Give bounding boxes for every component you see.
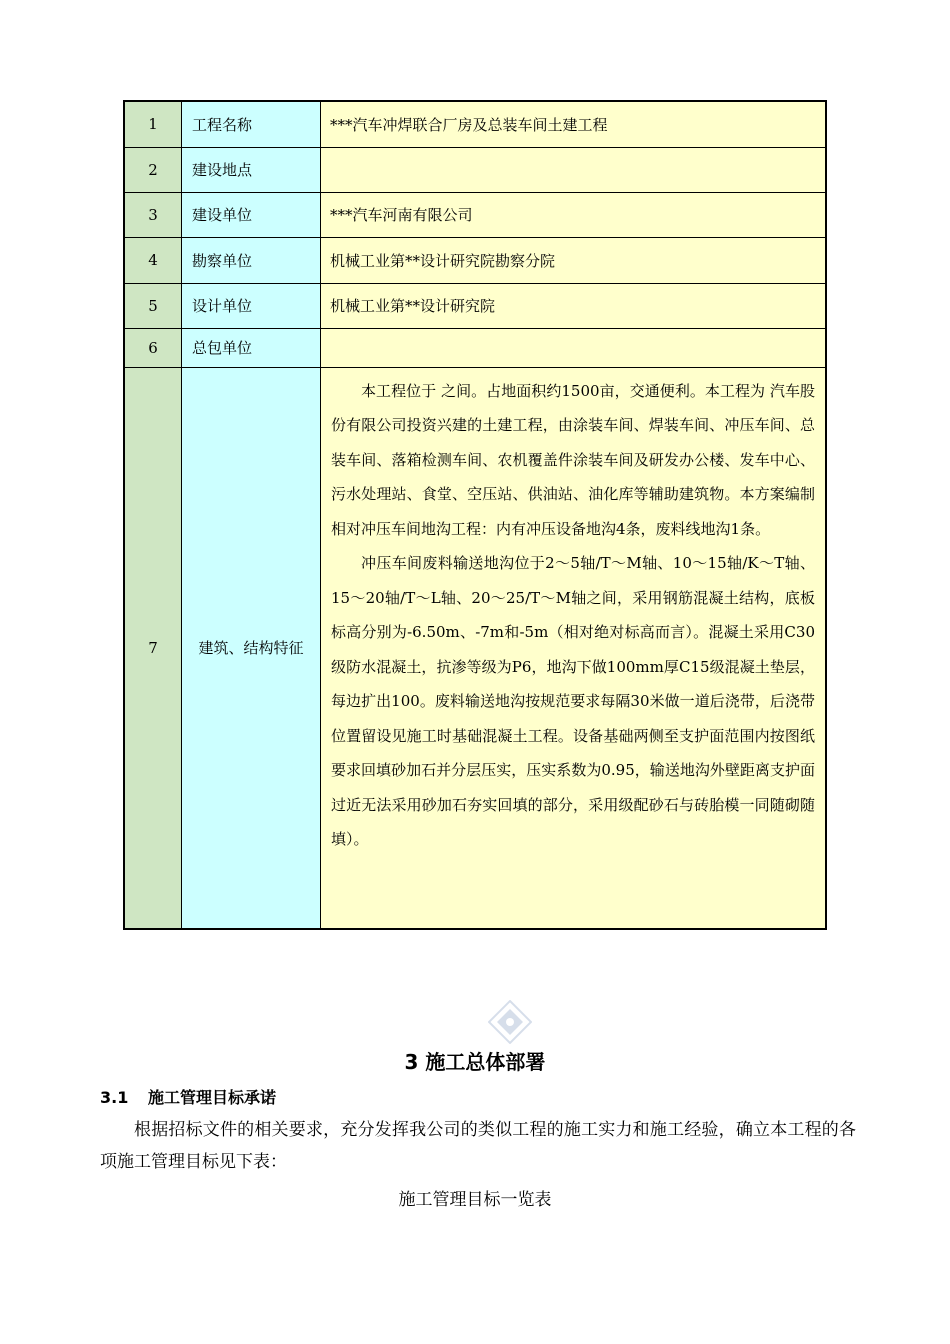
row-label: 建设单位 [182, 192, 321, 237]
row-number: 6 [124, 328, 182, 367]
body-paragraph: 根据招标文件的相关要求，充分发挥我公司的类似工程的施工实力和施工经验，确立本工程的各项施工管理目标见下表： [100, 1120, 856, 1172]
project-info-table [123, 100, 827, 930]
table-caption: 施工管理目标一览表 [398, 1190, 552, 1210]
row-description [321, 367, 827, 929]
row-label: 总包单位 [182, 328, 321, 367]
row-number: 5 [124, 283, 182, 328]
row-number: 1 [124, 101, 182, 147]
description-paragraph: 本工程位于 之间。占地面积约1500亩，交通便利。本工程为 汽车股份有限公司投资兴建的土建工程，由涂装车间、焊装车间、冲压车间、总装车间、落箱检测车间、农机覆盖件涂装车间及研发办公楼、发车中心、污水处理站、食堂、空压站、供油站、油化库等辅助建筑物。本方案编制相对冲压车间地沟工程：内有冲压设备地沟4条，废料线地沟1条。 [331, 381, 815, 538]
diamond-logo-icon [488, 1000, 532, 1044]
row-value [321, 328, 827, 367]
table-row [124, 328, 826, 367]
chapter-title: 3 施工总体部署 [404, 1050, 546, 1074]
row-value: 机械工业第**设计研究院勘察分院 [321, 237, 827, 283]
row-label: 建设地点 [182, 147, 321, 192]
table-row [124, 237, 826, 283]
row-label: 工程名称 [182, 101, 321, 147]
table-row [124, 367, 826, 929]
row-value [321, 147, 827, 192]
row-label: 勘察单位 [182, 237, 321, 283]
section-heading [100, 1085, 276, 1108]
row-label: 设计单位 [182, 283, 321, 328]
table-row [124, 192, 826, 237]
section-number: 3.1 [100, 1088, 129, 1107]
row-number: 7 [124, 367, 182, 929]
section-title: 施工管理目标承诺 [148, 1088, 277, 1107]
table-row [124, 147, 826, 192]
row-number: 3 [124, 192, 182, 237]
row-label: 建筑、结构特征 [182, 367, 321, 929]
description-paragraph: 冲压车间废料输送地沟位于2～5轴/T～M轴、10～15轴/K～T轴、15～20轴/T～L轴、20～25/T～M轴之间，采用钢筋混凝土结构，底板标高分别为-6.50m、-7m和-5m（相对绝对标高而言）。混凝土采用C30级防水混凝土，抗渗等级为P6，地沟下做100mm厚C15级混凝土垫层，每边扩出100。废料输送地沟按规范要求每隔30米做一道后浇带，后浇带位置留设见施工时基础混凝土工程。设备基础两侧至支护面范围内按图纸要求回填砂加石并分层压实，压实系数为0.95，输送地沟外壁距离支护面过近无法采用砂加石夯实回填的部分，采用级配砂石与砖胎模一同随砌随填）。 [331, 554, 815, 848]
table-row [124, 101, 826, 147]
row-value: 机械工业第**设计研究院 [321, 283, 827, 328]
row-value: ***汽车冲焊联合厂房及总装车间土建工程 [321, 101, 827, 147]
row-number: 2 [124, 147, 182, 192]
row-number: 4 [124, 237, 182, 283]
row-value: ***汽车河南有限公司 [321, 192, 827, 237]
table-row [124, 283, 826, 328]
